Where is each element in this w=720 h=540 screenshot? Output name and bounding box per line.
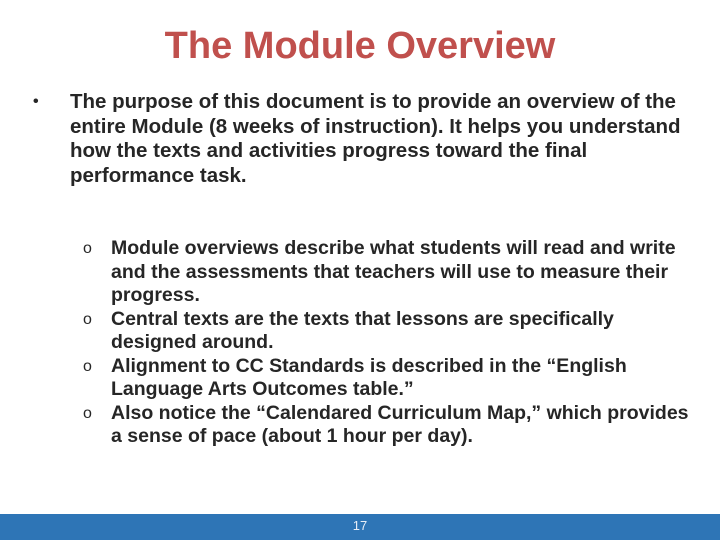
sub-bullet-marker: o bbox=[83, 357, 92, 375]
sub-bullet-item bbox=[83, 308, 693, 355]
sub-bullet-item bbox=[83, 402, 693, 449]
sub-bullet-list bbox=[83, 237, 693, 449]
page-number: 17 bbox=[352, 518, 368, 533]
slide-title: The Module Overview bbox=[164, 25, 556, 67]
sub-bullet-text: Central texts are the texts that lessons are specifically designed around. bbox=[111, 307, 614, 353]
main-bullet-text: The purpose of this document is to provide an overview of the entire Module (8 weeks of instruction). It helps you understand how the texts and activities progress toward the final performance task. bbox=[70, 90, 681, 187]
bullet-marker: • bbox=[33, 93, 39, 110]
sub-bullet-marker: o bbox=[83, 404, 92, 422]
sub-bullet-text: Alignment to CC Standards is described in the “English Language Arts Outcomes table.” bbox=[111, 354, 627, 400]
sub-bullet-marker: o bbox=[83, 240, 92, 257]
sub-bullet-text: Also notice the “Calendared Curriculum Map,” which provides a sense of pace (about 1 hour per day). bbox=[111, 401, 689, 447]
sub-bullet-item bbox=[83, 237, 693, 308]
sub-bullet-text: Module overviews describe what students will read and write and the assessments that teachers will use to measure their progress. bbox=[111, 237, 676, 306]
sub-bullet-item bbox=[83, 355, 693, 402]
main-bullet bbox=[33, 90, 693, 188]
sub-bullet-marker: o bbox=[83, 310, 92, 328]
